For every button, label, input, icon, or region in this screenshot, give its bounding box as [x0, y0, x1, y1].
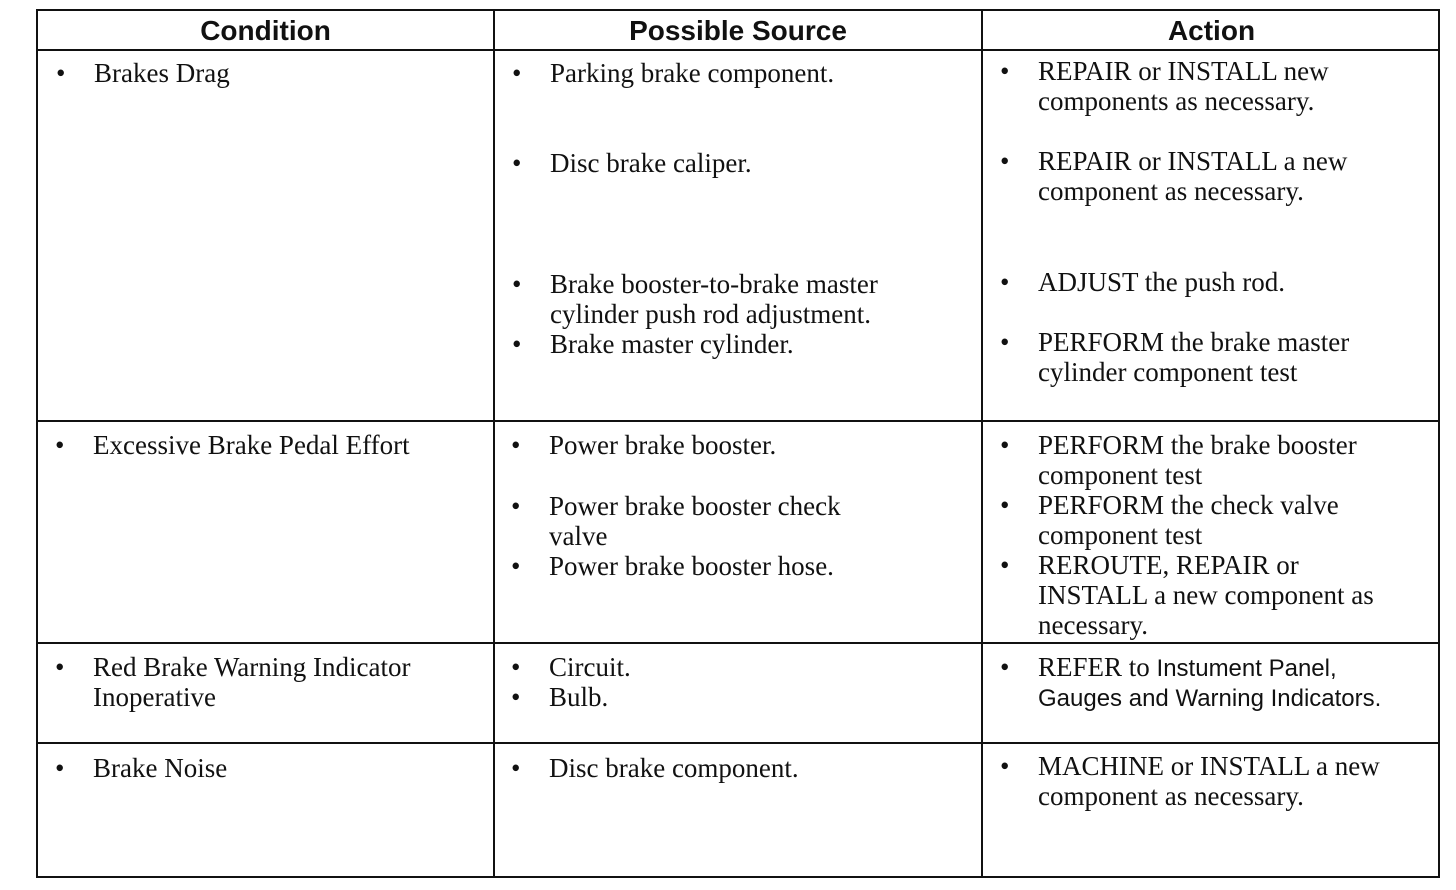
header-condition: Condition	[200, 15, 331, 46]
instrument-panel-text: Instument Panel,	[1156, 655, 1337, 682]
bullet: •	[512, 269, 522, 299]
bullet: •	[511, 551, 521, 581]
diagnosis-table	[36, 9, 1440, 878]
text-line: MACHINE or INSTALL a new	[1038, 751, 1380, 781]
bullet: •	[511, 652, 521, 682]
text-line: Disc brake component.	[549, 753, 799, 783]
bullet: •	[55, 753, 65, 783]
text-line: Brake Noise	[93, 753, 228, 783]
bullet: •	[511, 753, 521, 783]
text-line: Inoperative	[93, 682, 216, 712]
text-line: necessary.	[1038, 610, 1148, 640]
bullet: •	[55, 652, 65, 682]
bullet: •	[1000, 56, 1010, 86]
source-push-rod	[512, 269, 878, 329]
header-action: Action	[1167, 15, 1256, 46]
text-line: Circuit.	[549, 652, 631, 682]
bullet: •	[1000, 327, 1010, 357]
condition-excessive-pedal-effort	[55, 430, 410, 460]
text-line: Disc brake caliper.	[550, 148, 752, 178]
text-line: component as necessary.	[1038, 781, 1304, 811]
bullet: •	[1000, 146, 1010, 176]
action-repair-caliper	[1000, 146, 1348, 206]
text-line: Power brake booster check	[549, 491, 841, 521]
text-line: Red Brake Warning Indicator	[93, 652, 411, 682]
bullet: •	[512, 58, 522, 88]
text-line: valve	[549, 521, 608, 551]
refer-text: REFER to	[1038, 652, 1150, 682]
bullet: •	[1000, 490, 1010, 520]
text-line: PERFORM the check valve	[1038, 490, 1339, 520]
column-divider	[981, 11, 983, 876]
source-parking-brake	[512, 58, 835, 88]
action-reroute-hose	[1000, 550, 1374, 640]
text-line: PERFORM the brake master	[1038, 327, 1350, 357]
row-divider	[38, 420, 1438, 422]
text-line: Bulb.	[549, 682, 609, 712]
text-line: PERFORM the brake booster	[1038, 430, 1357, 460]
row-divider	[38, 742, 1438, 744]
text-line: cylinder push rod adjustment.	[550, 299, 871, 329]
action-repair-parking	[1000, 56, 1329, 116]
text-line: component test	[1038, 520, 1203, 550]
source-bulb	[511, 682, 609, 712]
action-refer-instrument-panel	[1000, 652, 1382, 714]
source-master-cylinder	[512, 329, 794, 359]
text-line: component test	[1038, 460, 1203, 490]
condition-warning-indicator	[55, 652, 411, 712]
action-machine-install	[1000, 751, 1380, 811]
bullet: •	[1000, 267, 1010, 297]
condition-brakes-drag	[56, 58, 230, 88]
action-adjust-push-rod	[1000, 267, 1286, 297]
condition-brake-noise	[55, 753, 228, 783]
bullet: •	[1000, 751, 1010, 781]
bullet: •	[1000, 550, 1010, 580]
text-line: Gauges and Warning Indicators.	[1038, 685, 1382, 712]
text-line: Brakes Drag	[94, 58, 230, 88]
text-line: Brake master cylinder.	[550, 329, 794, 359]
column-divider	[493, 11, 495, 876]
bullet: •	[511, 491, 521, 521]
row-divider	[38, 642, 1438, 644]
action-master-cylinder-test	[1000, 327, 1350, 387]
text-line: REPAIR or INSTALL new	[1038, 56, 1329, 86]
text-line	[1038, 652, 1381, 684]
source-booster-check-valve	[511, 491, 841, 551]
header-possible-source: Possible Source	[629, 15, 847, 46]
bullet: •	[1000, 652, 1010, 682]
text-line: Power brake booster.	[549, 430, 777, 460]
source-disc-brake-component	[511, 753, 799, 783]
text-line: REROUTE, REPAIR or	[1038, 550, 1299, 580]
action-check-valve-test	[1000, 490, 1339, 550]
text-line: component as necessary.	[1038, 176, 1304, 206]
text-line: components as necessary.	[1038, 86, 1315, 116]
text-line: cylinder component test	[1038, 357, 1298, 387]
text-line: REPAIR or INSTALL a new	[1038, 146, 1348, 176]
source-power-booster	[511, 430, 777, 460]
source-disc-caliper	[512, 148, 752, 178]
source-circuit	[511, 652, 631, 682]
bullet: •	[512, 329, 522, 359]
bullet: •	[511, 430, 521, 460]
bullet: •	[1000, 430, 1010, 460]
text-line: ADJUST the push rod.	[1038, 267, 1286, 297]
bullet: •	[55, 430, 65, 460]
bullet: •	[512, 148, 522, 178]
bullet: •	[56, 58, 66, 88]
text-line: Excessive Brake Pedal Effort	[93, 430, 410, 460]
text-line: Power brake booster hose.	[549, 551, 834, 581]
text-line: Parking brake component.	[550, 58, 835, 88]
bullet: •	[511, 682, 521, 712]
action-booster-test	[1000, 430, 1357, 490]
source-booster-hose	[511, 551, 834, 581]
text-line: Brake booster-to-brake master	[550, 269, 878, 299]
text-line: INSTALL a new component as	[1038, 580, 1374, 610]
